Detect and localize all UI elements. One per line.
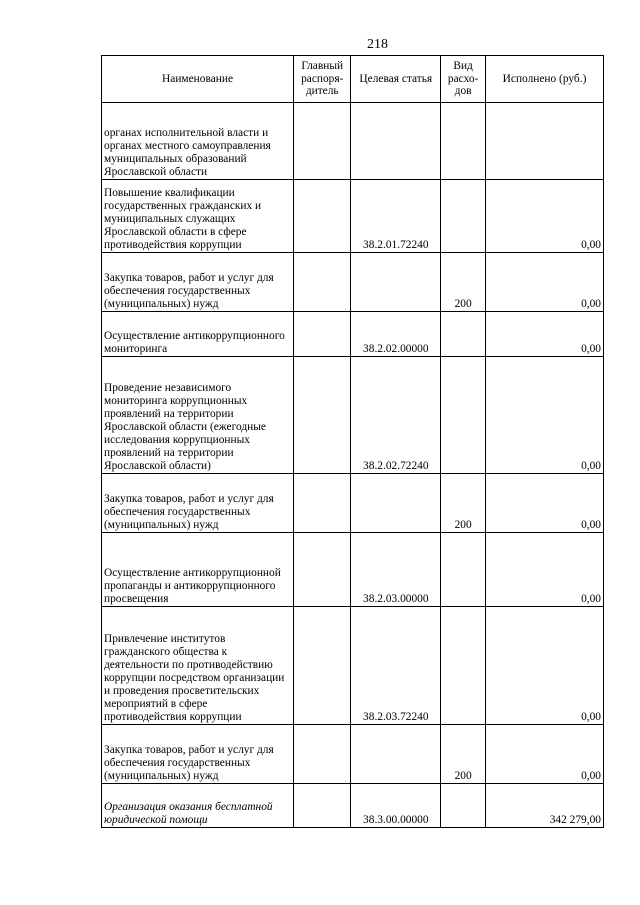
cell-executed: 0,00 bbox=[486, 474, 604, 533]
cell-main-manager bbox=[294, 474, 351, 533]
header-name: Наименование bbox=[102, 56, 294, 103]
cell-name: Осуществление антикоррупционной пропаганды и антикоррупционного просвещения bbox=[102, 533, 294, 607]
table-row bbox=[102, 312, 604, 357]
cell-executed: 0,00 bbox=[486, 533, 604, 607]
cell-executed: 0,00 bbox=[486, 180, 604, 253]
header-main-manager: Главный распоря- дитель bbox=[294, 56, 351, 103]
cell-target-item: 38.2.01.72240 bbox=[351, 180, 441, 253]
cell-main-manager bbox=[294, 253, 351, 312]
cell-target-item: 38.2.03.00000 bbox=[351, 533, 441, 607]
cell-name: Привлечение институтов гражданского общества к деятельности по противодействию коррупции посредством организации и проведения просветительских мероприятий в сфере противодействия коррупции bbox=[102, 607, 294, 725]
cell-expense-type bbox=[441, 607, 486, 725]
header-expense-type: Вид расхо- дов bbox=[441, 56, 486, 103]
cell-main-manager bbox=[294, 357, 351, 474]
cell-executed bbox=[486, 103, 604, 180]
table-body bbox=[102, 103, 604, 828]
cell-executed: 0,00 bbox=[486, 725, 604, 784]
cell-executed: 0,00 bbox=[486, 607, 604, 725]
cell-expense-type bbox=[441, 180, 486, 253]
cell-target-item: 38.2.03.72240 bbox=[351, 607, 441, 725]
cell-main-manager bbox=[294, 312, 351, 357]
cell-expense-type bbox=[441, 533, 486, 607]
cell-name: Организация оказания бесплатной юридической помощи bbox=[102, 784, 294, 828]
cell-name: Повышение квалификации государственных гражданских и муниципальных служащих Ярославской области в сфере противодействия коррупции bbox=[102, 180, 294, 253]
cell-main-manager bbox=[294, 725, 351, 784]
cell-expense-type: 200 bbox=[441, 474, 486, 533]
cell-name: Осуществление антикоррупционного мониторинга bbox=[102, 312, 294, 357]
cell-expense-type: 200 bbox=[441, 725, 486, 784]
cell-target-item: 38.3.00.00000 bbox=[351, 784, 441, 828]
cell-expense-type bbox=[441, 357, 486, 474]
cell-executed: 0,00 bbox=[486, 253, 604, 312]
cell-name: Закупка товаров, работ и услуг для обеспечения государственных (муниципальных) нужд bbox=[102, 474, 294, 533]
cell-name: органах исполнительной власти и органах местного самоуправления муниципальных образований Ярославской области bbox=[102, 103, 294, 180]
header-executed: Исполнено (руб.) bbox=[486, 56, 604, 103]
table-header-row bbox=[102, 56, 604, 103]
page-number: 218 bbox=[367, 37, 388, 52]
table-row bbox=[102, 725, 604, 784]
cell-name: Закупка товаров, работ и услуг для обеспечения государственных (муниципальных) нужд bbox=[102, 253, 294, 312]
budget-table bbox=[101, 55, 604, 828]
cell-target-item bbox=[351, 103, 441, 180]
cell-target-item: 38.2.02.72240 bbox=[351, 357, 441, 474]
header-target-item: Целевая статья bbox=[351, 56, 441, 103]
cell-main-manager bbox=[294, 784, 351, 828]
cell-expense-type bbox=[441, 103, 486, 180]
cell-executed: 342 279,00 bbox=[486, 784, 604, 828]
cell-main-manager bbox=[294, 533, 351, 607]
table-row bbox=[102, 253, 604, 312]
cell-expense-type: 200 bbox=[441, 253, 486, 312]
cell-executed: 0,00 bbox=[486, 357, 604, 474]
cell-target-item: 38.2.02.00000 bbox=[351, 312, 441, 357]
cell-main-manager bbox=[294, 103, 351, 180]
table-row bbox=[102, 103, 604, 180]
table-row bbox=[102, 180, 604, 253]
cell-target-item bbox=[351, 253, 441, 312]
cell-target-item bbox=[351, 725, 441, 784]
cell-executed: 0,00 bbox=[486, 312, 604, 357]
cell-expense-type bbox=[441, 312, 486, 357]
cell-name: Закупка товаров, работ и услуг для обеспечения государственных (муниципальных) нужд bbox=[102, 725, 294, 784]
cell-expense-type bbox=[441, 784, 486, 828]
cell-target-item bbox=[351, 474, 441, 533]
table-row bbox=[102, 607, 604, 725]
table-row bbox=[102, 784, 604, 828]
table-row bbox=[102, 357, 604, 474]
cell-main-manager bbox=[294, 607, 351, 725]
table-row bbox=[102, 474, 604, 533]
cell-main-manager bbox=[294, 180, 351, 253]
table-row bbox=[102, 533, 604, 607]
cell-name: Проведение независимого мониторинга коррупционных проявлений на территории Ярославской области (ежегодные исследования коррупционных проявлений на территории Ярославской области) bbox=[102, 357, 294, 474]
